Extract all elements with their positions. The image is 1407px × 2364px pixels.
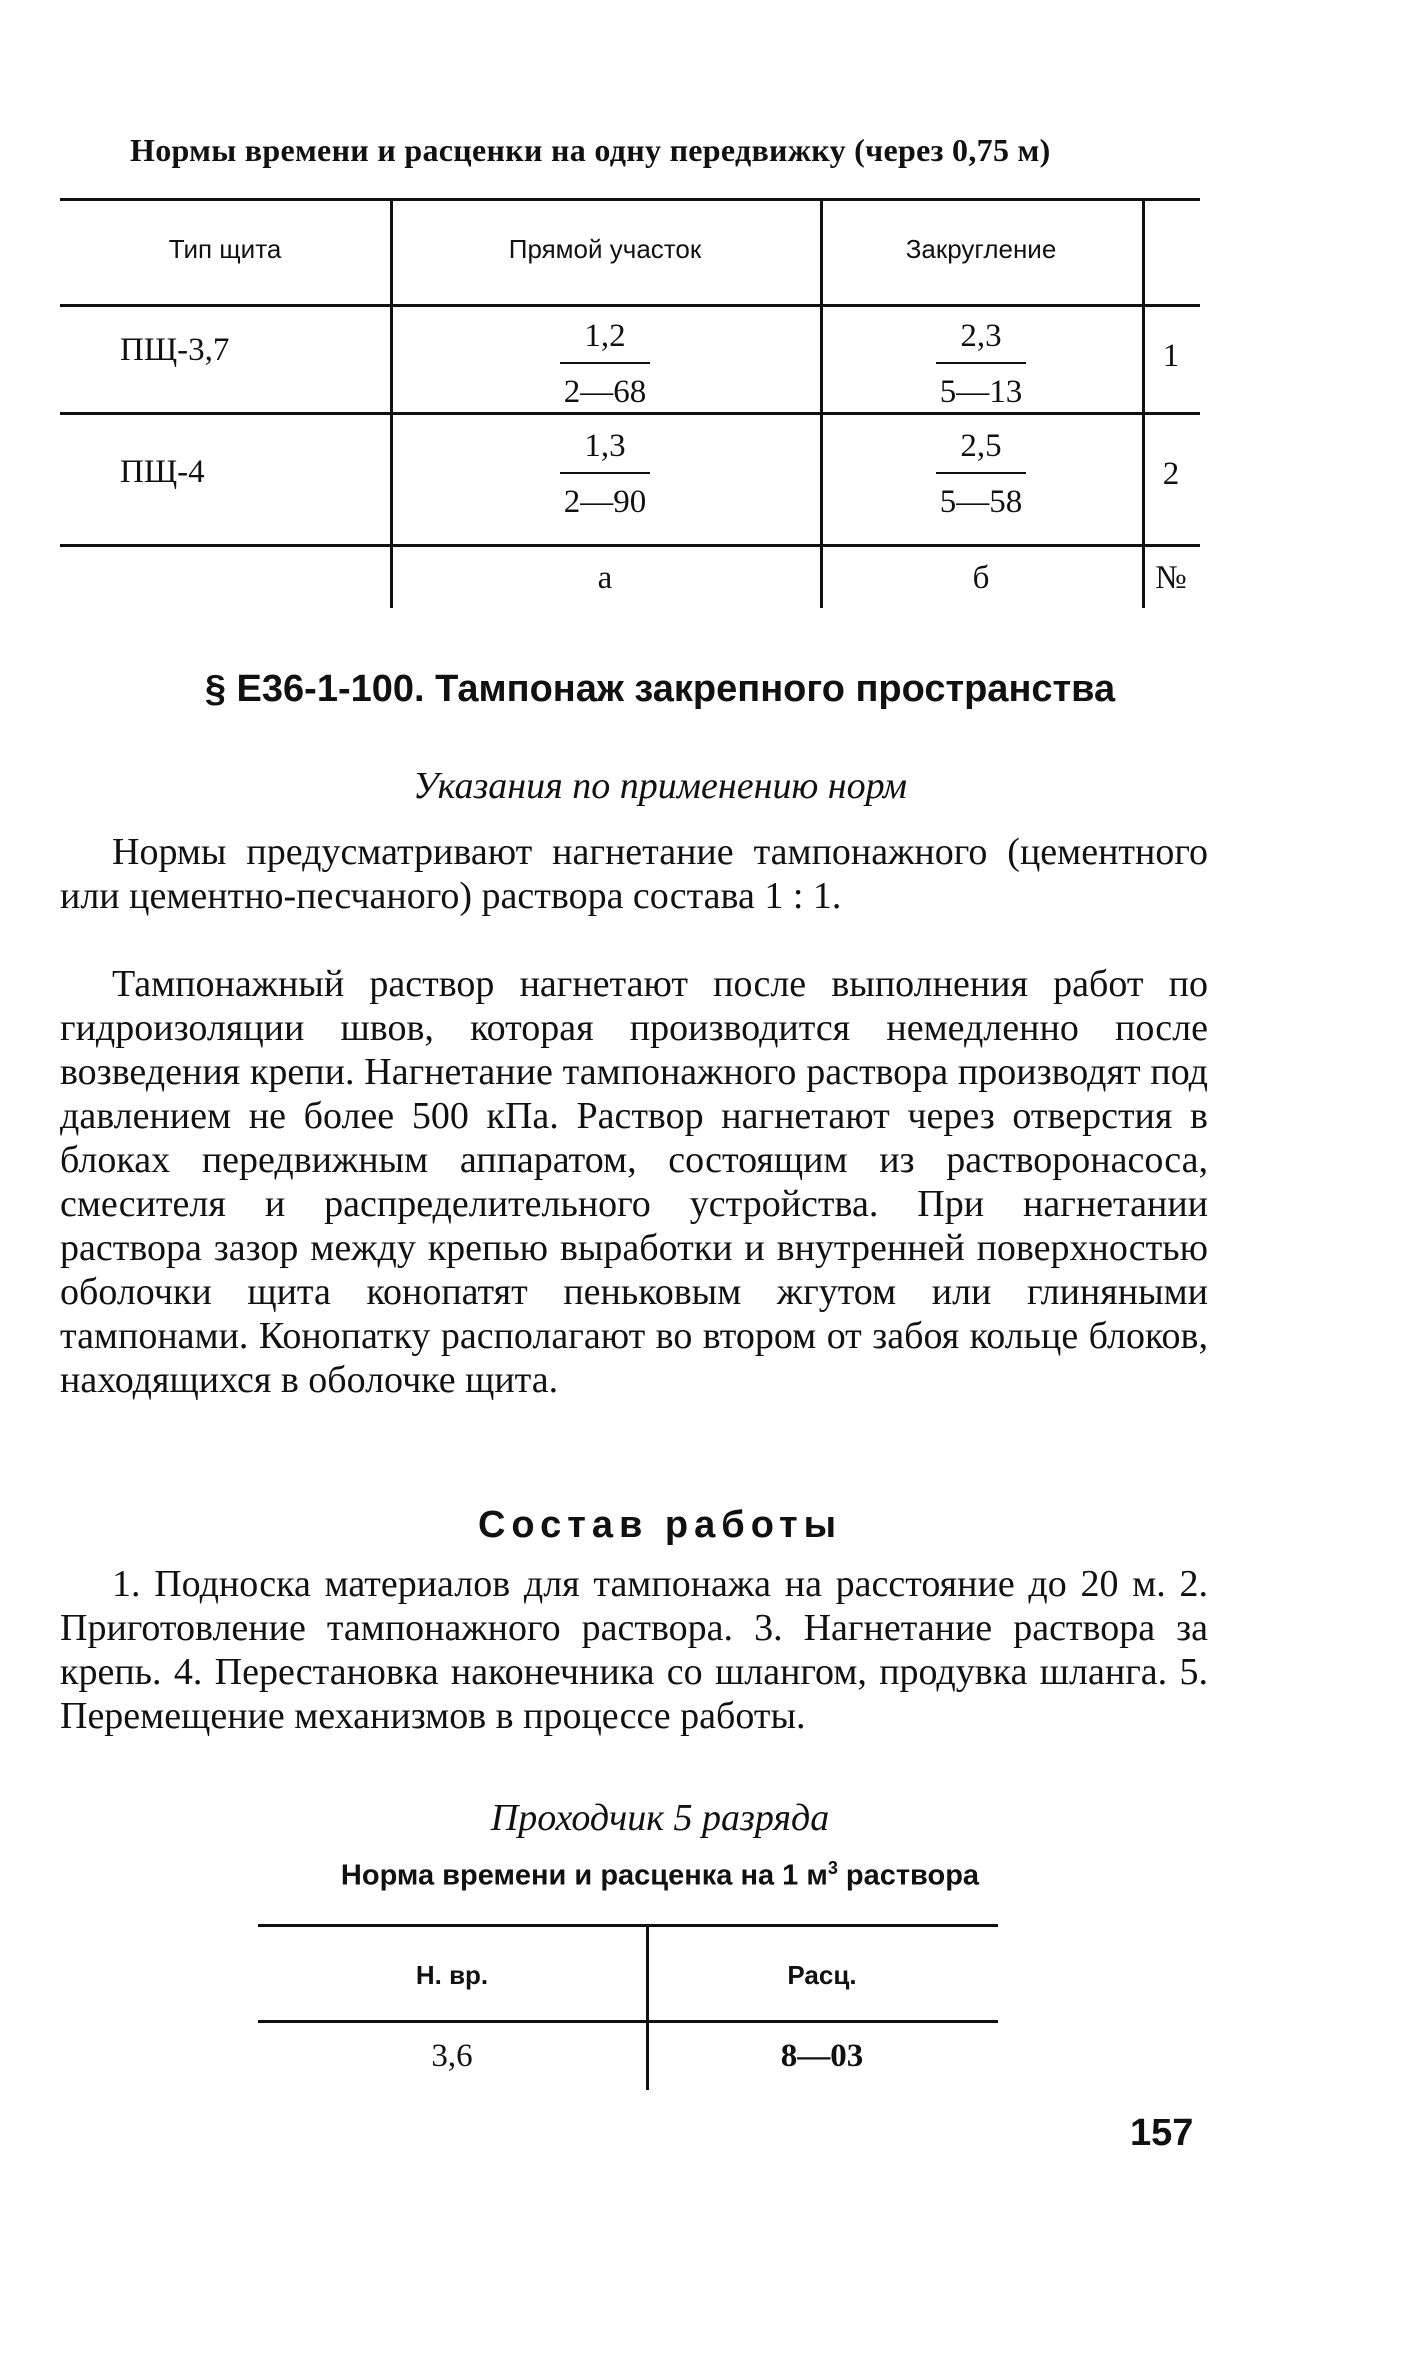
- fraction-bar: [936, 472, 1026, 474]
- row1-straight-norm: 1,2: [584, 318, 626, 354]
- table2-caption-tail: раствора: [837, 1859, 980, 1892]
- value-rate: 8—03: [780, 2038, 864, 2074]
- row1-type: ПЩ-3,7: [120, 332, 230, 368]
- table-rule: [60, 304, 1200, 307]
- row2-curve-rate: 5—58: [939, 484, 1023, 520]
- paragraph-work-steps: 1. Подноска материалов для тампонажа на расстояние до 20 м. 2. Приготовление тампонажного раствора. 3. Нагнетание раствора за крепь. 4. Перестановка наконечника со шлангом, продувка шланга. 5. Перемещение механизмов в процессе работы.: [60, 1563, 1208, 1737]
- page-number: 157: [1130, 2112, 1194, 2154]
- row2-curve-norm: 2,5: [960, 428, 1002, 464]
- row2-curve-fraction: [820, 424, 1142, 524]
- header-time-norm: Н. вр.: [415, 1960, 489, 1990]
- table2-caption: [120, 1858, 1200, 1893]
- table1-caption: Нормы времени и расценки на одну передвижку (через 0,75 м): [130, 132, 1051, 168]
- table-rule: [258, 2020, 998, 2023]
- fraction-bar: [560, 472, 650, 474]
- row2-straight-rate: 2—90: [563, 484, 647, 520]
- work-composition-heading: Состав работы: [477, 1504, 843, 1546]
- row2-straight-norm: 1,3: [584, 428, 626, 464]
- table-rule: [60, 198, 1200, 201]
- header-straight: Прямой участок: [508, 234, 702, 264]
- row1-number: 1: [1162, 338, 1180, 374]
- table-rule: [258, 1924, 998, 1927]
- fraction-bar: [936, 362, 1026, 364]
- footer-col-b: б: [972, 560, 990, 596]
- paragraph-grouting: Тампонажный раствор нагнетают после выполнения работ по гидроизоляции швов, которая производится немедленно после возведения крепи. Нагнетание тампонажного раствора производят под давлением не более 500 кПа. Раствор нагнетают через отверстия в блоках передвижным аппаратом, состоящим из растворонасоса, смесителя и распределительного устройства. При нагнетании раствора зазор между крепью выработки и внутренней поверхностью оболочки щита конопатят пеньковым жгутом или глиняными тампонами. Конопатку располагают во втором от забоя кольце блоков, находящихся в оболочке щита.: [60, 963, 1208, 1401]
- header-shield-type: Тип щита: [168, 234, 282, 264]
- row1-curve-fraction: [820, 314, 1142, 414]
- table-rule: [60, 544, 1200, 547]
- footer-col-a: а: [597, 560, 613, 596]
- norms-table-shields: [60, 192, 1200, 612]
- header-curve: Закругление: [905, 234, 1057, 264]
- row1-curve-rate: 5—13: [939, 374, 1023, 410]
- table2-caption-superscript: 3: [827, 1858, 838, 1878]
- paragraph-norms: Нормы предусматривают нагнетание тампонажного (цементного или цементно-песчаного) раствора состава 1 : 1.: [60, 831, 1208, 917]
- row1-curve-norm: 2,3: [960, 318, 1002, 354]
- table2-caption-main: Норма времени и расценка на 1 м: [340, 1859, 828, 1892]
- row2-straight-fraction: [390, 424, 820, 524]
- worker-grade: Проходчик 5 разряда: [490, 1797, 830, 1839]
- norm-rate-table: [258, 1920, 998, 2090]
- row1-straight-fraction: [390, 314, 820, 414]
- footer-number-sign: №: [1155, 560, 1187, 596]
- row2-number: 2: [1162, 456, 1180, 492]
- value-time-norm: 3,6: [431, 2038, 473, 2074]
- section-title: § Е36-1-100. Тампонаж закрепного пространства: [204, 668, 1116, 710]
- header-rate: Расц.: [787, 1960, 857, 1990]
- fraction-bar: [560, 362, 650, 364]
- row1-straight-rate: 2—68: [563, 374, 647, 410]
- section-subheading: Указания по применению норм: [413, 765, 907, 807]
- row2-type: ПЩ-4: [120, 454, 205, 490]
- table-column-divider: [1142, 198, 1145, 608]
